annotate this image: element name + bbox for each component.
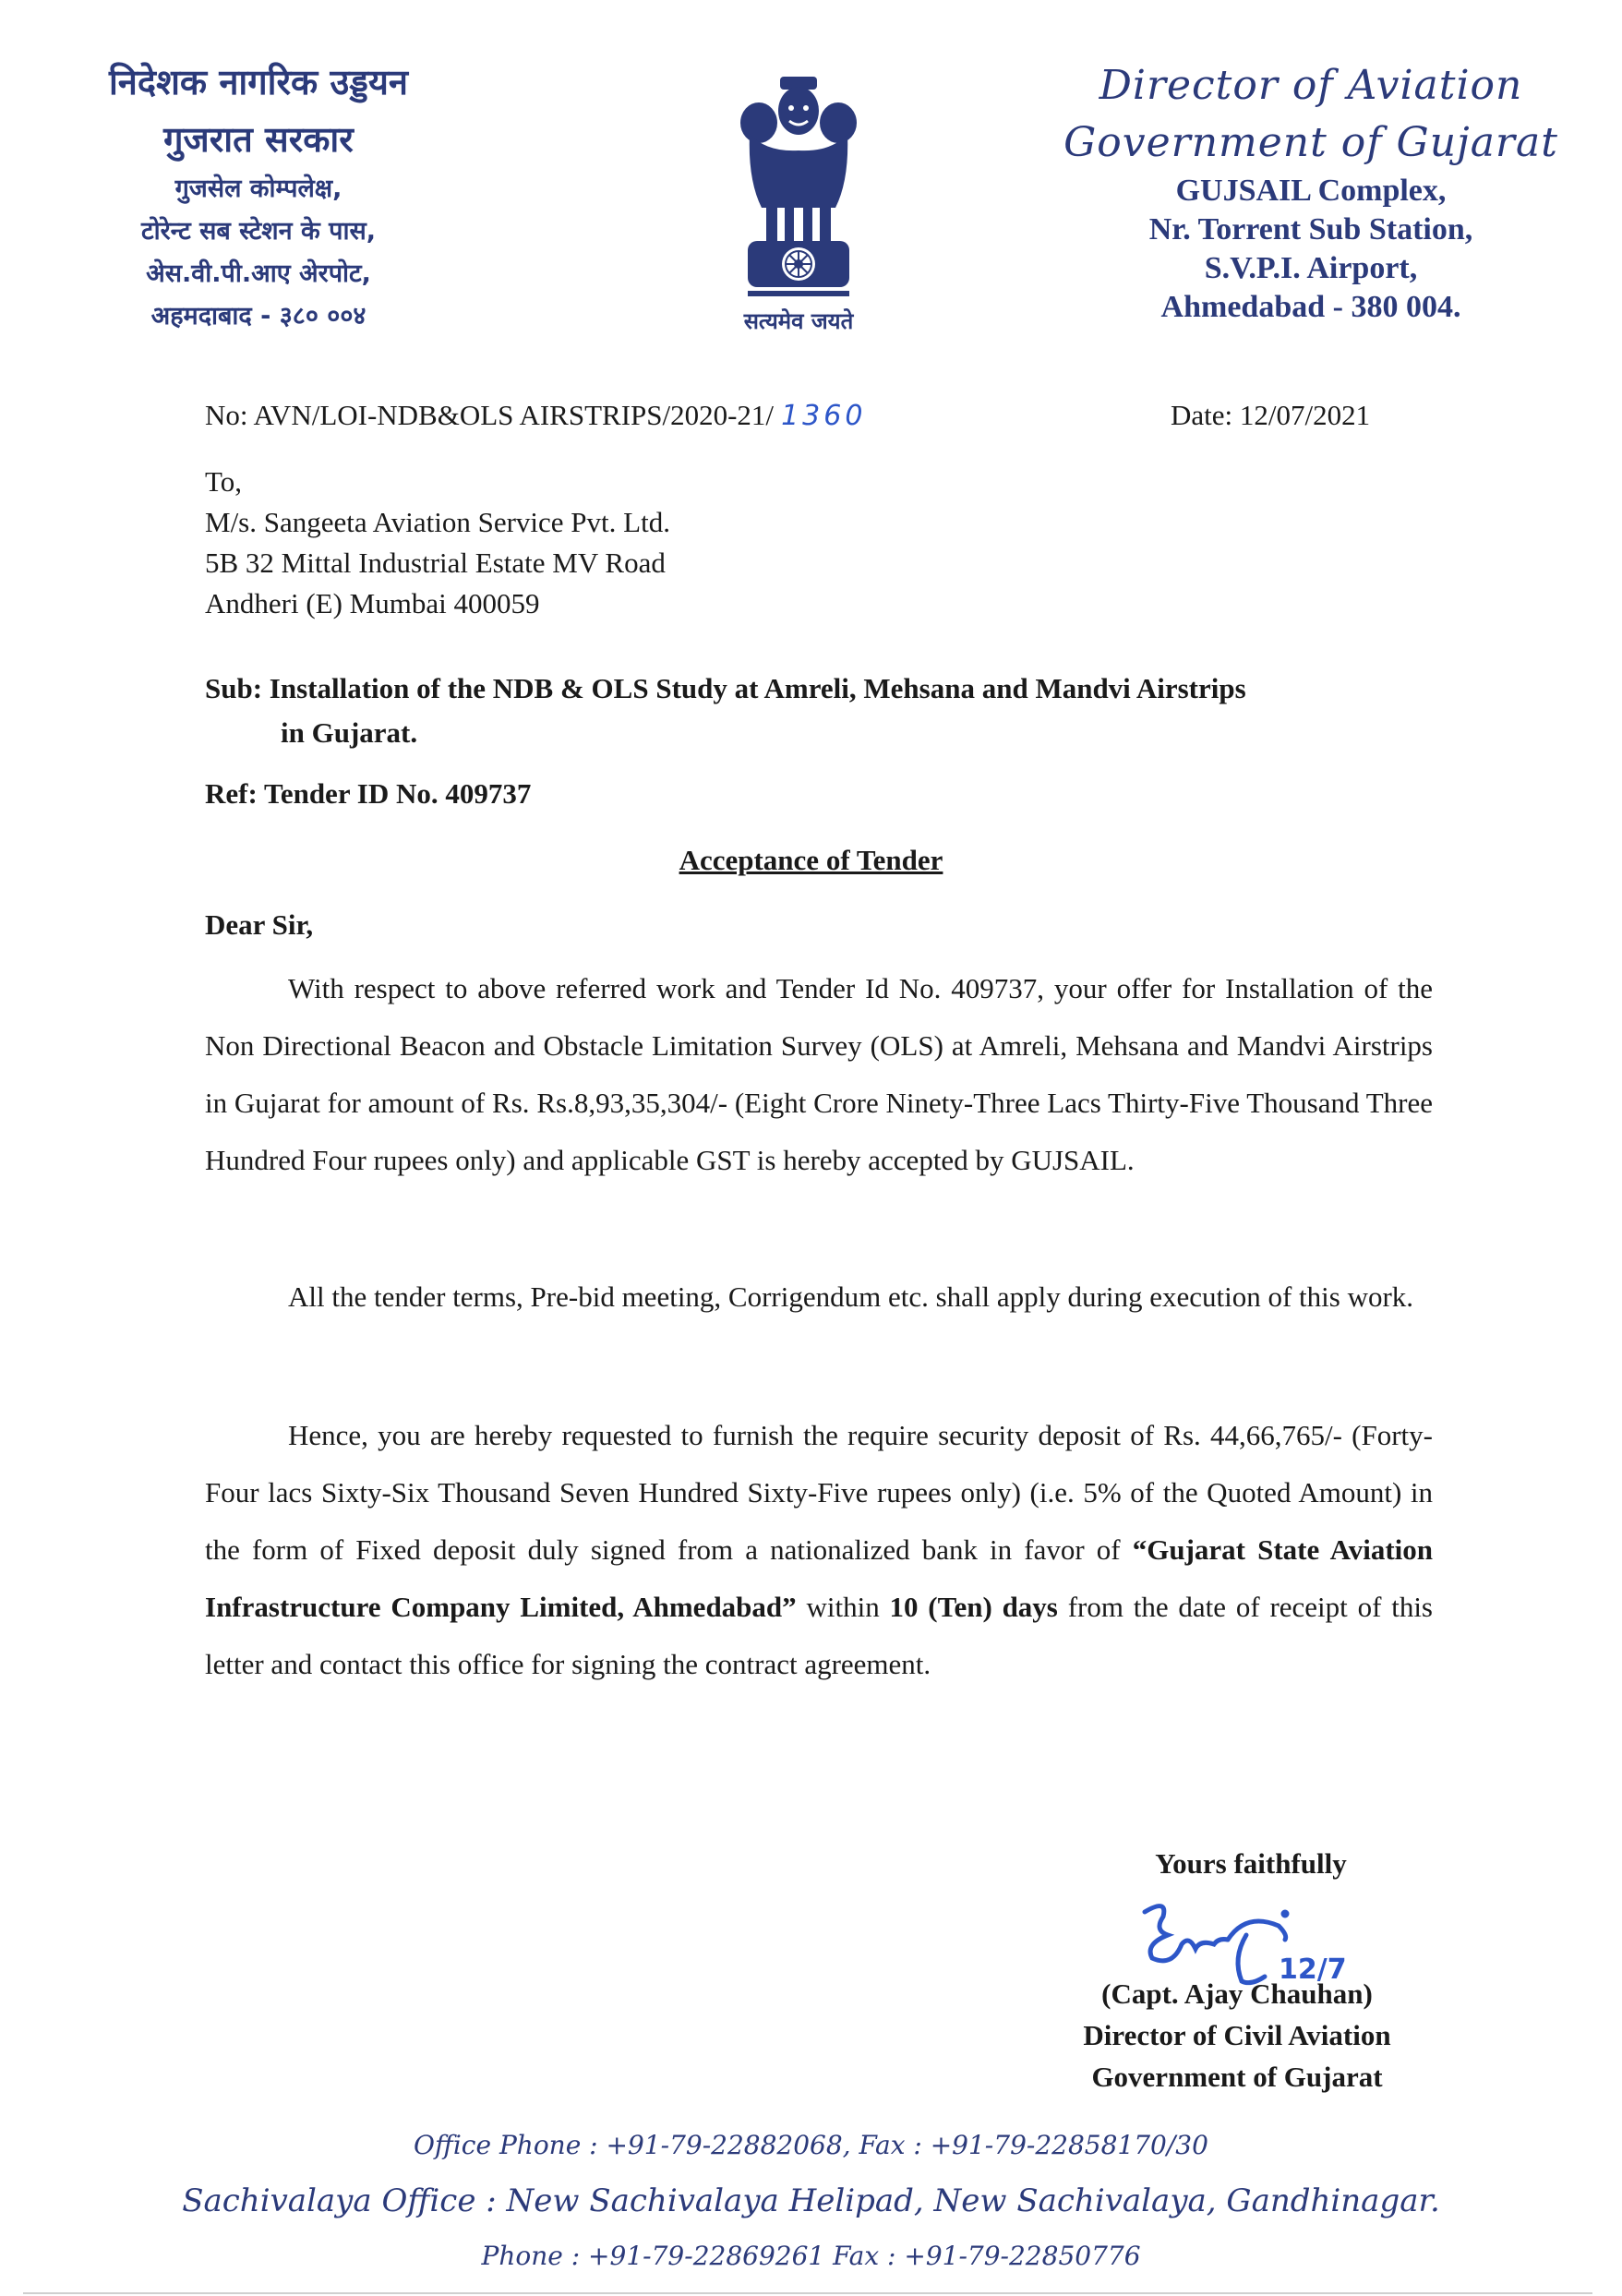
signatory-organization: Government of Gujarat — [1091, 2061, 1383, 2093]
signatory-name: (Capt. Ajay Chauhan) — [1101, 1977, 1373, 2010]
tender-reference: Ref: Tender ID No. 409737 — [205, 777, 532, 810]
english-address-line: Nr. Torrent Sub Station, — [1148, 212, 1473, 246]
hindi-address-line: अहमदाबाद - ३८० ००४ — [150, 302, 366, 331]
letter-date: Date: 12/07/2021 — [1171, 399, 1371, 431]
paragraph-text: With respect to above referred work and Tender Id No. 409737, your offer for Installation of the Non Directional Beacon and Obstacle Limitation Survey (OLS) at Amreli, Mehsana and Mandvi Airstrips in Gujarat for amount of Rs. Rs.8,93,35,304/- (Eight Crore Ninety-Three Lacs Thirty-Five Thousand Three Hundred Four rupees only) and applicable GST is hereby accepted by GUJSAIL. — [205, 972, 1433, 1176]
paragraph-terms — [205, 1268, 1433, 1326]
english-government: Government of Gujarat — [1063, 119, 1558, 166]
ashoka-emblem-icon — [729, 69, 868, 300]
hindi-address-line: टोरेन्ट सब स्टेशन के पास, — [140, 217, 377, 246]
reference-number — [205, 399, 866, 432]
handwritten-signature — [1034, 1884, 1440, 1986]
deadline: 10 (Ten) days — [889, 1591, 1058, 1623]
letter-title — [0, 844, 1622, 877]
paragraph-text: Hence, you are hereby requested to furnish the require security deposit of Rs. 44,66,765/- (Forty-Four lacs Sixty-Six Thousand Seven Hundred Sixty-Five rupees only) (i.e. 5% of the Quoted Amount) in the form of Fixed deposit duly signed from a nationalized bank in favor of — [205, 1419, 1433, 1566]
recipient-address-line: Andheri (E) Mumbai 400059 — [205, 587, 540, 619]
english-address-line: S.V.P.I. Airport, — [1204, 251, 1418, 285]
english-address-line: GUJSAIL Complex, — [1175, 174, 1447, 208]
hindi-title: निदेशक नागरिक उड्डयन — [108, 62, 409, 102]
national-emblem — [711, 69, 886, 346]
footer-office-phone: Office Phone : +91-79-22882068, Fax : +91-79-22858170/30 — [414, 2130, 1208, 2160]
signed-date: 12/7 — [1279, 1953, 1347, 1986]
footer-sachivalaya-phone: Phone : +91-79-22869261 Fax : +91-79-22850776 — [481, 2241, 1141, 2271]
hindi-government: गुजरात सरकार — [163, 119, 354, 160]
paragraph-text: within — [796, 1591, 890, 1623]
paragraph-acceptance — [205, 960, 1433, 1189]
hindi-address-line: अेस.वी.पी.आए अेरपोट, — [146, 259, 371, 288]
beneficiary-name: “Gujarat State Aviation Infrastructure Company Limited, Ahmedabad” — [205, 1533, 1433, 1623]
signature-icon — [1126, 1893, 1403, 1995]
subject-line: in Gujarat. — [281, 716, 418, 749]
subject — [205, 667, 1442, 755]
subject-line: Sub: Installation of the NDB & OLS Study at Amreli, Mehsana and Mandvi Airstrips — [205, 672, 1246, 704]
recipient-address-line: 5B 32 Mittal Industrial Estate MV Road — [205, 547, 666, 579]
footer — [0, 2120, 1622, 2282]
hindi-address-line: गुजसेल कोम्पलेक्ष, — [174, 174, 342, 203]
hindi-letterhead — [65, 54, 452, 338]
salutation: Dear Sir, — [205, 908, 314, 941]
paragraph-security-deposit — [205, 1407, 1433, 1693]
closing: Yours faithfully — [1155, 1847, 1347, 1880]
footer-sachivalaya-address: Sachivalaya Office : New Sachivalaya Helipad, New Sachivalaya, Gandhinagar. — [182, 2182, 1440, 2219]
handwritten-number: 1360 — [781, 400, 867, 432]
recipient-name: M/s. Sangeeta Aviation Service Pvt. Ltd. — [205, 506, 670, 538]
signatory-designation: Director of Civil Aviation — [1083, 2019, 1391, 2051]
english-letterhead — [1052, 57, 1569, 327]
letter-title-text: Acceptance of Tender — [679, 844, 943, 876]
emblem-motto: सत्यमेव जयते — [743, 308, 854, 334]
signature-block — [1034, 1843, 1440, 2098]
english-address-line: Ahmedabad - 380 004. — [1160, 290, 1461, 324]
english-title: Director of Aviation — [1099, 62, 1523, 109]
recipient-block — [205, 462, 670, 624]
scan-edge-divider — [23, 2292, 1592, 2294]
to-label: To, — [205, 465, 243, 498]
reference-number-text: No: AVN/LOI-NDB&OLS AIRSTRIPS/2020-21/ — [205, 399, 775, 431]
paragraph-text: from the date of receipt of this letter and contact this office for signing the contract agreement. — [205, 1591, 1433, 1680]
paragraph-text: All the tender terms, Pre-bid meeting, Corrigendum etc. shall apply during execution of this work. — [288, 1280, 1414, 1313]
